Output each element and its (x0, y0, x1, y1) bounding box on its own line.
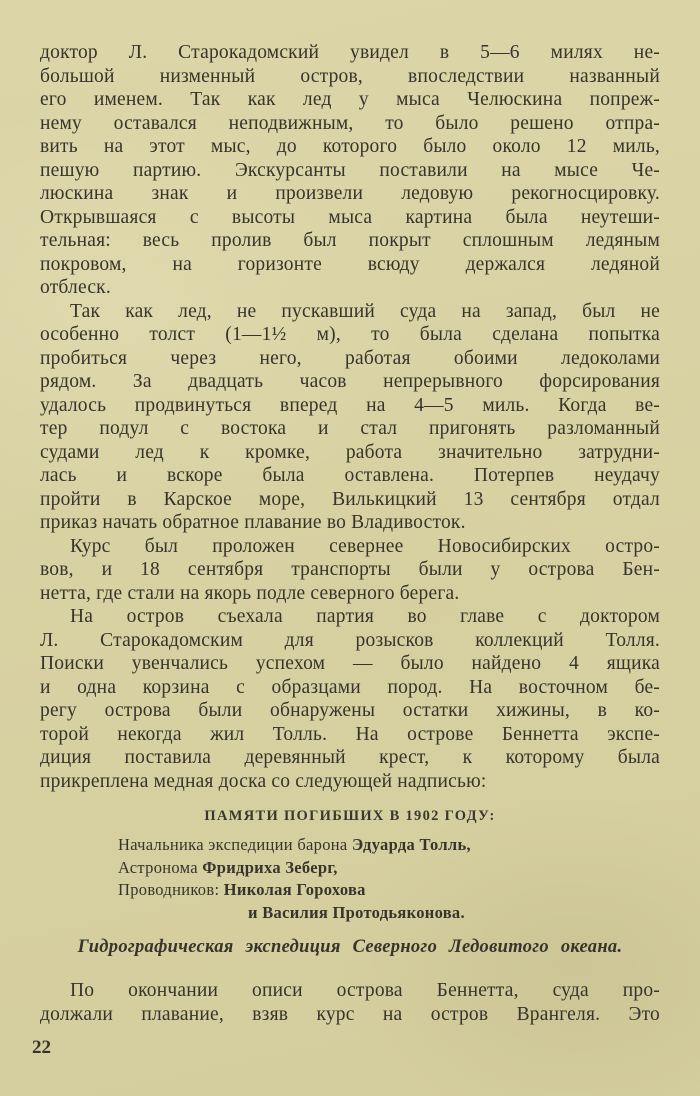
text-line: Курс был проложен севернее Новосибирских остро- (70, 535, 660, 557)
text-line: лась и вскоре была оставлена. Потерпев неудачу (40, 465, 660, 486)
memorial-signature: Гидрографическая экспедиция Северного Ледовитого океана. (77, 937, 623, 957)
text-line: удалось продвинуться вперед на 4—5 миль. Когда ве- (40, 394, 660, 416)
text-line: Поиски увенчались успехом — было найдено 4 ящика (40, 653, 660, 674)
memorial-lines (40, 834, 660, 924)
text-line: тер подул с востока и стал пригонять разломанный (40, 418, 660, 439)
text-line: рядом. За двадцать часов непрерывного форсирования (40, 371, 660, 392)
memorial-line (118, 857, 660, 880)
text-line: судами лед к кромке, работа значительно затрудни- (40, 441, 660, 463)
memorial-line-regular: Проводников: (118, 880, 224, 899)
memorial-line-bold: Эдуарда Толль, (351, 835, 471, 854)
text-line: Л. Старокадомским для розысков коллекций Толля. (40, 629, 660, 651)
memorial-line (118, 879, 660, 902)
text-line: большой низменный остров, впоследствии названный (40, 65, 660, 87)
paragraph-2 (40, 300, 660, 535)
memorial-line-bold: и Василия Протодьяконова. (248, 902, 465, 922)
text-line: Открывшаяся с высоты мыса картина была неутеши- (40, 206, 660, 228)
text-line: пешую партию. Экскурсанты поставили на мысе Че- (40, 159, 660, 181)
paragraph-4 (40, 605, 660, 793)
text-line: прикреплена медная доска со следующей надписью: (40, 770, 487, 792)
memorial-inscription (40, 808, 660, 958)
text-line: Так как лед, не пускавший суда на запад, был не (70, 300, 660, 322)
text-line: люскина знак и произвели ледовую рекогносцировку. (40, 183, 660, 204)
text-line: нетта, где стали на якорь подле северного берега. (40, 582, 460, 604)
text-line: тельная: весь пролив был покрыт сплошным ледяным (40, 230, 660, 251)
text-line: торой некогда жил Толль. На острове Беннетта экспе- (40, 723, 660, 745)
text-line: вов, и 18 сентября транспорты были у острова Бен- (40, 559, 660, 580)
text-line: нему оставался неподвижным, то было решено отпра- (40, 112, 660, 134)
memorial-line (118, 834, 660, 857)
text-line: регу острова были обнаружены остатки хижины, в ко- (40, 700, 660, 721)
text-line: доктор Л. Старокадомский увидел в 5—6 милях не- (40, 42, 660, 63)
text-line: отблеск. (40, 277, 111, 298)
text-line: На остров съехала партия во главе с доктором (70, 606, 660, 627)
memorial-line-bold: Фридриха Зеберг, (202, 857, 338, 877)
memorial-line-bold: Николая Горохова (223, 880, 366, 899)
text-line: его именем. Так как лед у мыса Челюскина попреж- (40, 89, 660, 110)
paragraph-3 (40, 535, 660, 606)
text-line: диция поставила деревянный крест, к которому была (40, 747, 660, 768)
memorial-line (118, 902, 660, 925)
text-line: должали плавание, взяв курс на остров Врангеля. Это (40, 1003, 660, 1025)
text-line: пробиться через него, работая обоими ледоколами (40, 347, 660, 369)
text-line: пройти в Карское море, Вилькицкий 13 сентября отдал (40, 488, 660, 510)
paragraph-5 (40, 979, 660, 1026)
text-line: и одна корзина с образцами пород. На восточном бе- (40, 676, 660, 698)
page-number: 22 (32, 1037, 51, 1058)
paragraph-1 (40, 41, 660, 300)
text-line: особенно толст (1—1½ м), то была сделана попытка (40, 324, 660, 345)
text-column (32, 41, 660, 1059)
memorial-line-regular: Начальника экспедиции барона (118, 835, 352, 854)
memorial-header: ПАМЯТИ ПОГИБШИХ В 1902 ГОДУ: (204, 808, 496, 824)
text-line: покровом, на горизонте всюду держался ледяной (40, 253, 660, 275)
memorial-line-regular: Астронома (118, 857, 203, 877)
text-line: вить на этот мыс, до которого было около 12 миль, (40, 136, 660, 157)
text-line: приказ начать обратное плавание во Владивосток. (40, 512, 466, 533)
text-line: По окончании описи острова Беннетта, суда про- (70, 980, 660, 1001)
